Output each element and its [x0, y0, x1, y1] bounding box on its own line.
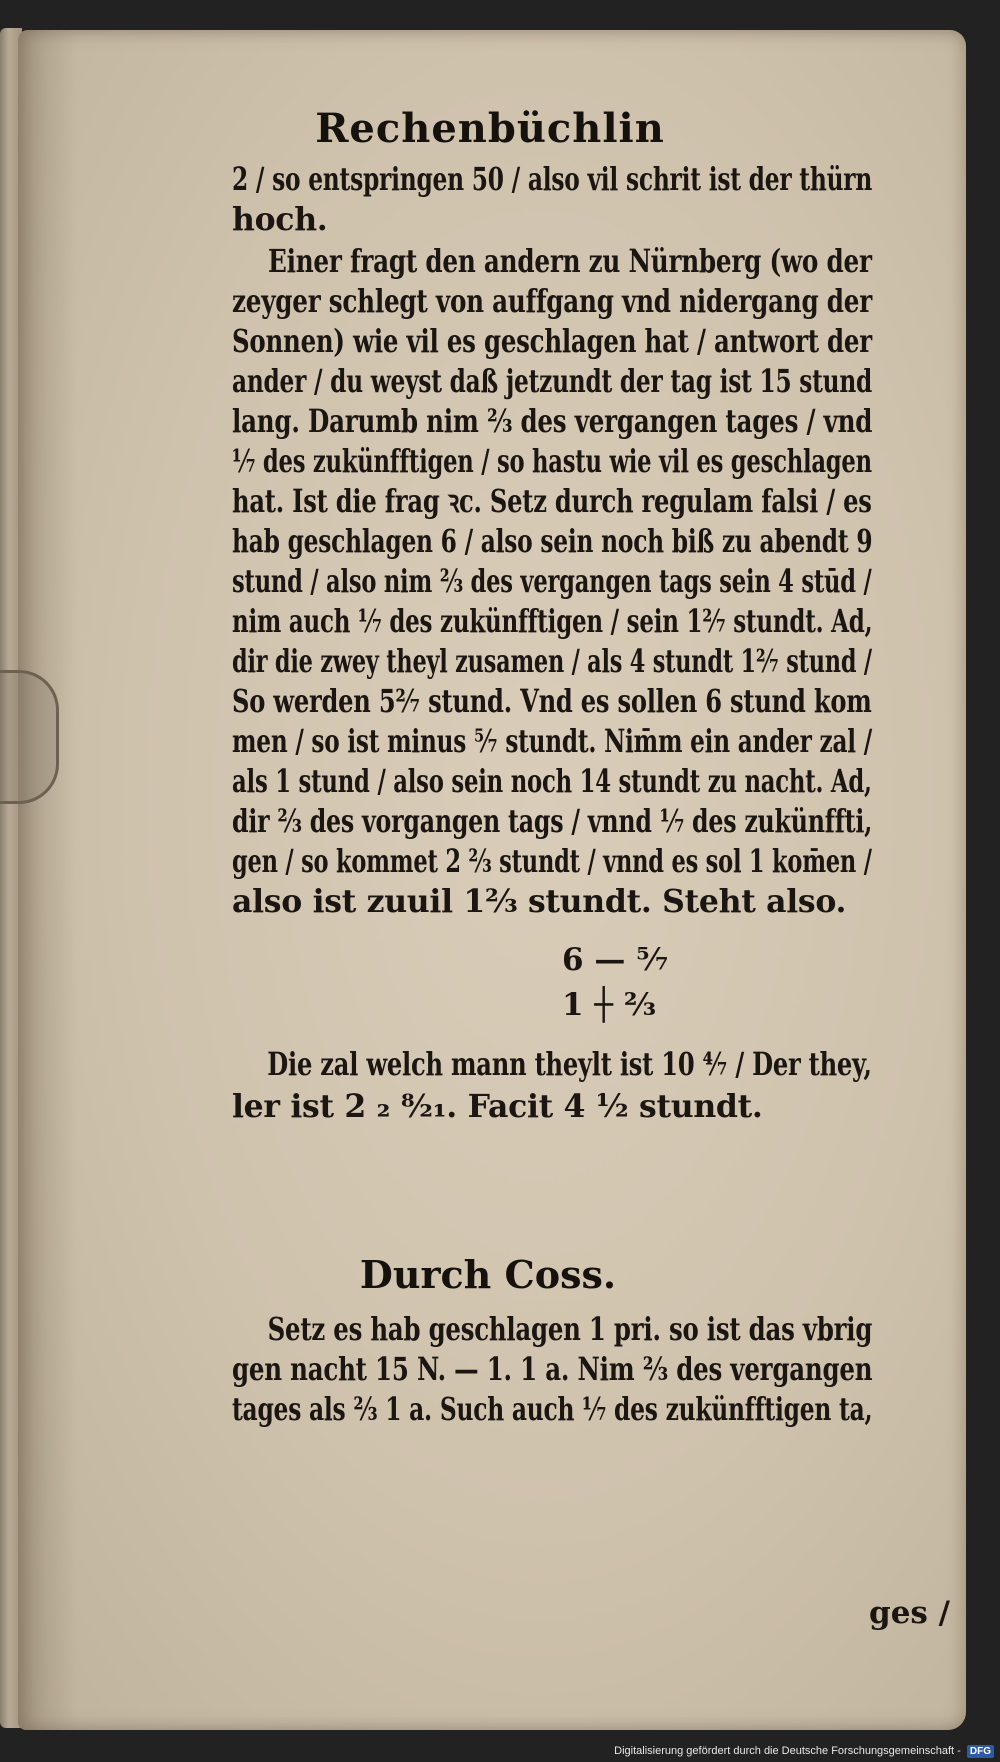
text-line: gen / so kommet 2 ⅔ stundt / vnnd es sol 1 kom̄en / [232, 843, 872, 880]
text-line: So werden 5²⁄₇ stund. Vnd es sollen 6 stund kom [232, 683, 872, 720]
text-line: Einer fragt den andern zu Nürnberg (wo der [268, 243, 872, 280]
running-head: Rechenbüchlin [315, 105, 665, 152]
text-line: 2 / so entspringen 50 / also vil schrit ist der thürn [232, 161, 873, 198]
text-line: ⅐ des zukünfftigen / so hastu wie vil es geschlagen [232, 443, 872, 480]
scheme-row-2: 1 ┼ ⅔ [562, 987, 656, 1023]
text-line: Setz es hab geschlagen 1 pri. so ist das vbrig [267, 1311, 873, 1348]
text-line: stund / also nim ⅔ des vergangen tags sein 4 stūd / [232, 563, 872, 600]
text-line: ander / du weyst daß jetzundt der tag ist 15 stund [232, 363, 873, 400]
text-line: lang. Darumb nim ⅔ des vergangen tages / vnd [232, 403, 873, 440]
text-line: hoch. [232, 201, 328, 238]
text-line: dir ⅔ des vorgangen tags / vnnd ⅐ des zukünffti, [232, 803, 873, 840]
dfg-logo: DFG [967, 1745, 994, 1758]
scheme-row-1: 6 — ⁵⁄₇ [562, 942, 669, 978]
text-line: also ist zuuil 1⅔ stundt. Steht also. [232, 883, 847, 920]
digitization-credit [614, 1745, 994, 1758]
book-clasp [0, 670, 59, 804]
text-line: als 1 stund / also sein noch 14 stundt zu nacht. Ad, [232, 763, 872, 800]
text-line: tages als ⅔ 1 a. Such auch ⅐ des zukünfftigen ta, [232, 1391, 873, 1428]
catchword: ges / [869, 1595, 950, 1631]
text-line: hab geschlagen 6 / also sein noch biß zu abendt 9 [232, 523, 873, 560]
text-line: dir die zwey theyl zusamen / als 4 stundt 1²⁄₇ stund / [232, 643, 872, 680]
text-line: zeyger schlegt von auffgang vnd nidergang der [232, 283, 872, 320]
text-line: Sonnen) wie vil es geschlagen hat / antwort der [232, 323, 872, 360]
credit-text: Digitalisierung gefördert durch die Deutsche Forschungsgemeinschaft - [614, 1745, 961, 1757]
text-line: hat. Ist die frag ꝛc. Setz durch regulam falsi / es [232, 483, 872, 520]
section-heading: Durch Coss. [359, 1252, 617, 1297]
text-line: men / so ist minus ⁵⁄₇ stundt. Nim̄m ein ander zal / [232, 723, 872, 760]
page-gutter-shadow [18, 30, 78, 1730]
text-line: nim auch ⅐ des zukünfftigen / sein 1²⁄₇ stundt. Ad, [232, 603, 873, 640]
text-line: Die zal welch mann theylt ist 10 ⁴⁄₇ / Der they, [267, 1046, 872, 1083]
text-line: ler ist 2 ₂ ⁸⁄₂₁. Facit 4 ½ stundt. [232, 1088, 763, 1125]
text-line: gen nacht 15 N. — 1. 1 a. Nim ⅔ des vergangen [232, 1351, 873, 1388]
